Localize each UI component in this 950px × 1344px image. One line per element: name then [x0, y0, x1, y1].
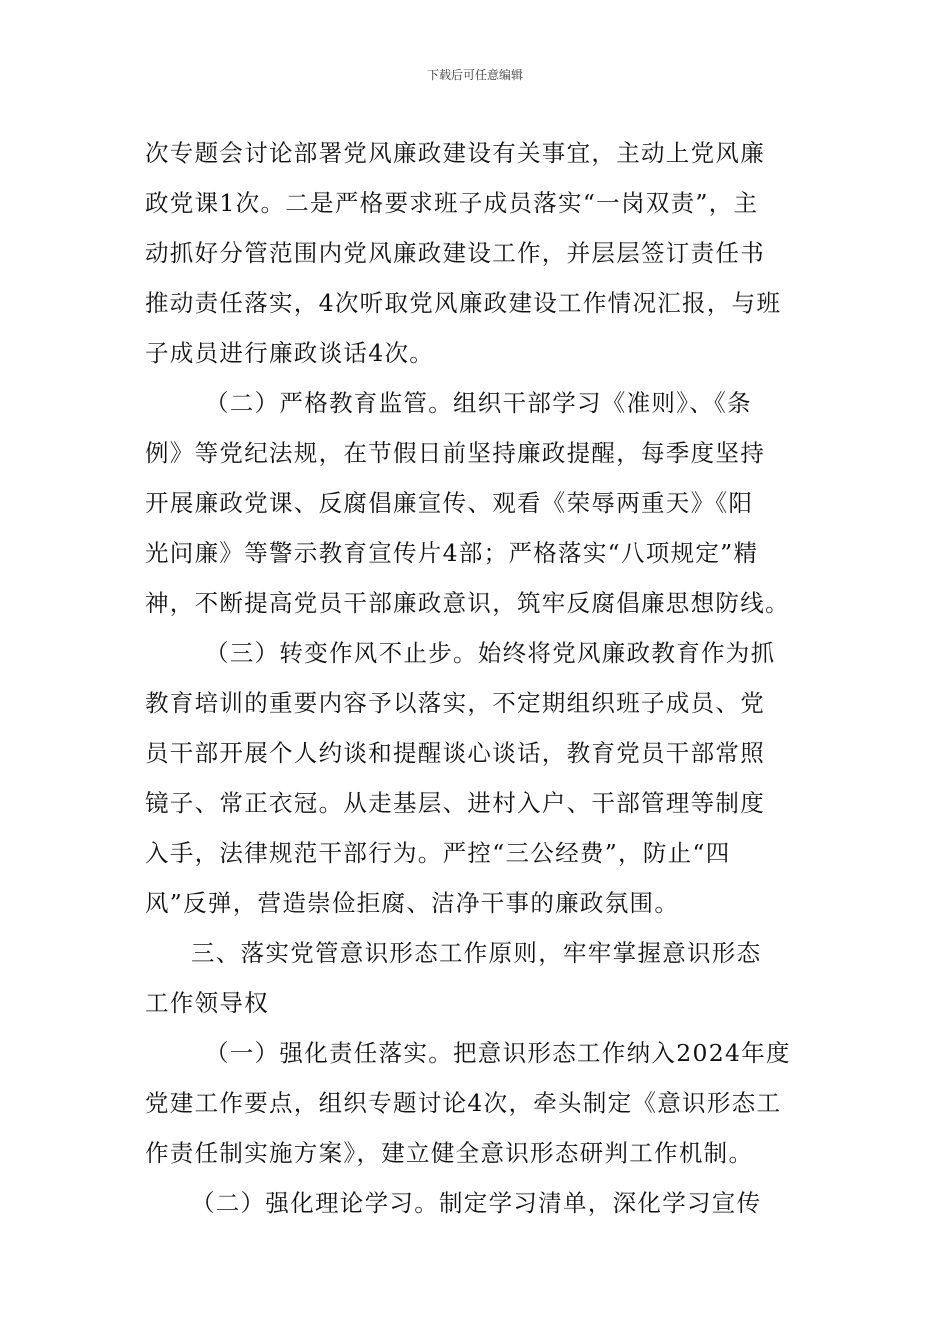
text-line: 教育培训的重要内容予以落实，不定期组织班子成员、党 [145, 689, 765, 717]
document-body [145, 128, 810, 1228]
text-line: 神，不断提高党员干部廉政意识，筑牢反腐倡廉思想防线。 [145, 589, 790, 617]
text-line: 镜子、常正衣冠。从走基层、进村入户、干部管理等制度 [145, 789, 765, 817]
text-line: （二）强化理论学习。制定学习清单，深化学习宣传 [191, 1189, 762, 1217]
text-line: 推动责任落实，4次听取党风廉政建设工作情况汇报，与班 [145, 289, 782, 317]
text-line: 员干部开展个人约谈和提醒谈心谈话，教育党员干部常照 [145, 739, 765, 767]
text-line: 光问廉》等警示教育宣传片4部；严格落实“八项规定”精 [145, 539, 759, 567]
text-line: 工作领导权 [145, 989, 269, 1017]
text-line: 党建工作要点，组织专题讨论4次，牵头制定《意识形态工 [145, 1089, 782, 1117]
text-line: 次专题会讨论部署党风廉政建设有关事宜，主动上党风廉 [145, 139, 765, 167]
text-line: （一）强化责任落实。把意识形态工作纳入2024年度 [205, 1039, 791, 1067]
text-line: 三、落实党管意识形态工作原则，牢牢掌握意识形态 [191, 939, 762, 967]
text-line: （二）严格教育监管。组织干部学习《准则》、《条 [205, 389, 752, 417]
text-line: （三）转变作风不止步。始终将党风廉政教育作为抓 [205, 639, 776, 667]
text-line: 政党课1次。二是严格要求班子成员落实“一岗双责”，主 [145, 189, 759, 217]
text-line: 例》等党纪法规，在节假日前坚持廉政提醒，每季度坚持 [145, 439, 765, 467]
text-line: 动抓好分管范围内党风廉政建设工作，并层层签订责任书 [145, 239, 765, 267]
text-line: 风”反弹，营造崇俭拒腐、洁净干事的廉政氛围。 [145, 889, 680, 917]
text-line: 子成员进行廉政谈话4次。 [145, 339, 435, 367]
text-line: 开展廉政党课、反腐倡廉宣传、观看《荣辱两重天》《阳 [145, 489, 754, 517]
text-line: 入手，法律规范干部行为。严控“三公经费”，防止“四 [145, 839, 731, 867]
text-line: 作责任制实施方案》，建立健全意识形态研判工作机制。 [145, 1139, 754, 1167]
page-header: 下载后可任意编辑 [426, 68, 523, 82]
